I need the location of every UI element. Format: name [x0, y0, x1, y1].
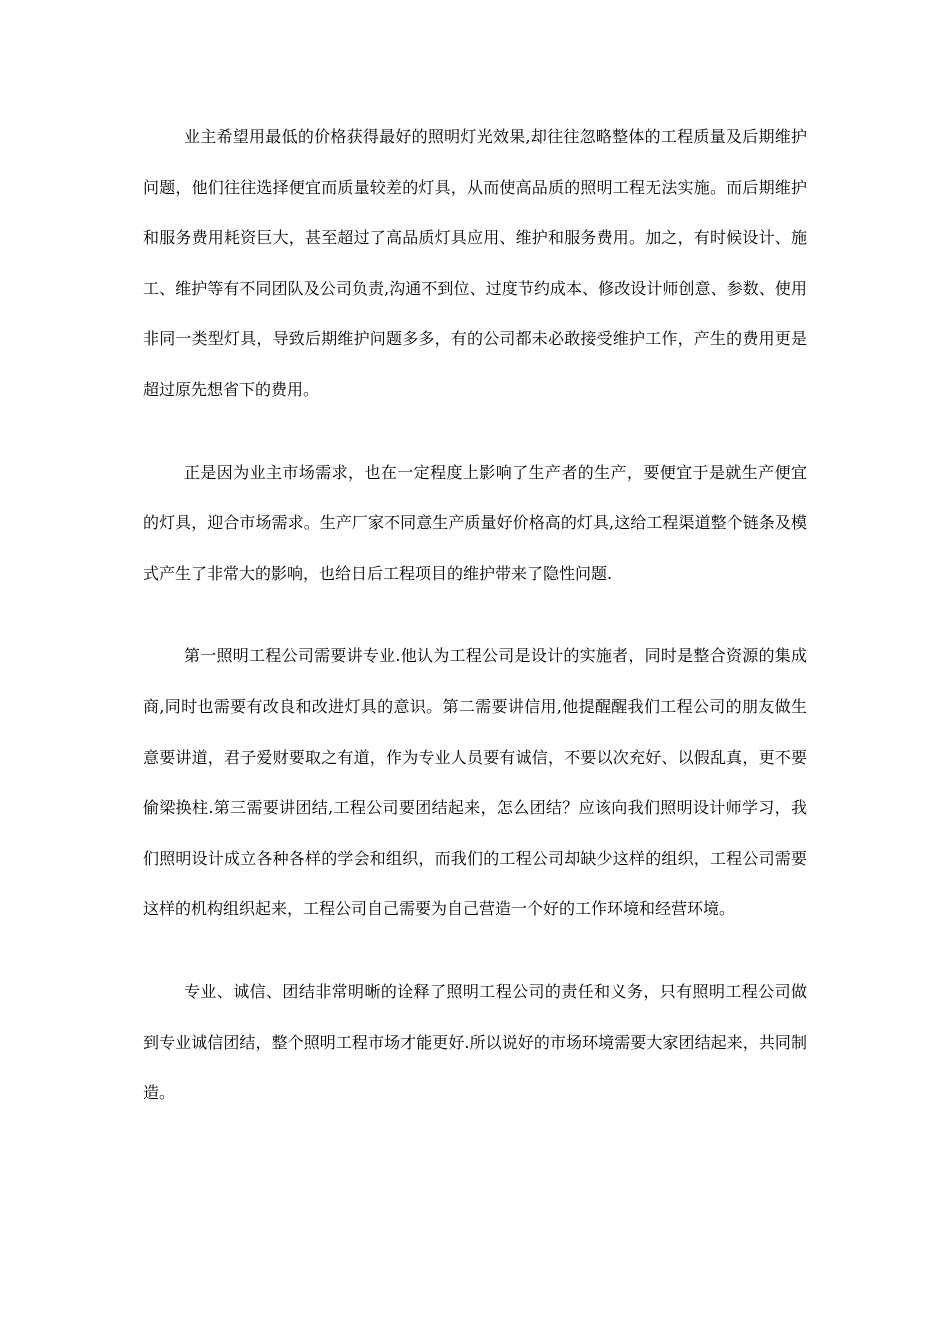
- document-body: [143, 112, 807, 1151]
- paragraph-2: 正是因为业主市场需求，也在一定程度上影响了生产者的生产，要便宜于是就生产便宜的灯具，迎合市场需求。生产厂家不同意生产质量好价格高的灯具,这给工程渠道整个链条及模式产生了非常大的影响，也给日后工程项目的维护带来了隐性问题.: [143, 462, 807, 583]
- paragraph-1: 业主希望用最低的价格获得最好的照明灯光效果,却往往忽略整体的工程质量及后期维护问题，他们往往选择便宜而质量较差的灯具，从而使高品质的照明工程无法实施。而后期维护和服务费用耗资巨大，甚至超过了高品质灯具应用、维护和服务费用。加之，有时候设计、施工、维护等有不同团队及公司负责,沟通不到位、过度节约成本、修改设计师创意、参数、使用非同一类型灯具，导致后期维护问题多多，有的公司都未必敢接受维护工作，产生的费用更是超过原先想省下的费用。: [143, 127, 807, 399]
- paragraph-4: 专业、诚信、团结非常明晰的诠释了照明工程公司的责任和义务，只有照明工程公司做到专业诚信团结，整个照明工程市场才能更好.所以说好的市场环境需要大家团结起来，共同制造。: [143, 981, 807, 1103]
- paragraph-3: 第一照明工程公司需要讲专业.他认为工程公司是设计的实施者，同时是整合资源的集成商,同时也需要有改良和改进灯具的意识。第二需要讲信用,他提醒醒我们工程公司的朋友做生意要讲道，君子爱财要取之有道，作为专业人员要有诚信，不要以次充好、以假乱真，更不要偷梁换柱.第三需要讲团结,工程公司要团结起来，怎么团结？应该向我们照明设计师学习，我们照明设计成立各种各样的学会和组织，而我们的工程公司却缺少这样的组织，工程公司需要这样的机构组织起来，工程公司自己需要为自己营造一个好的工作环境和经营环境。: [143, 646, 807, 919]
